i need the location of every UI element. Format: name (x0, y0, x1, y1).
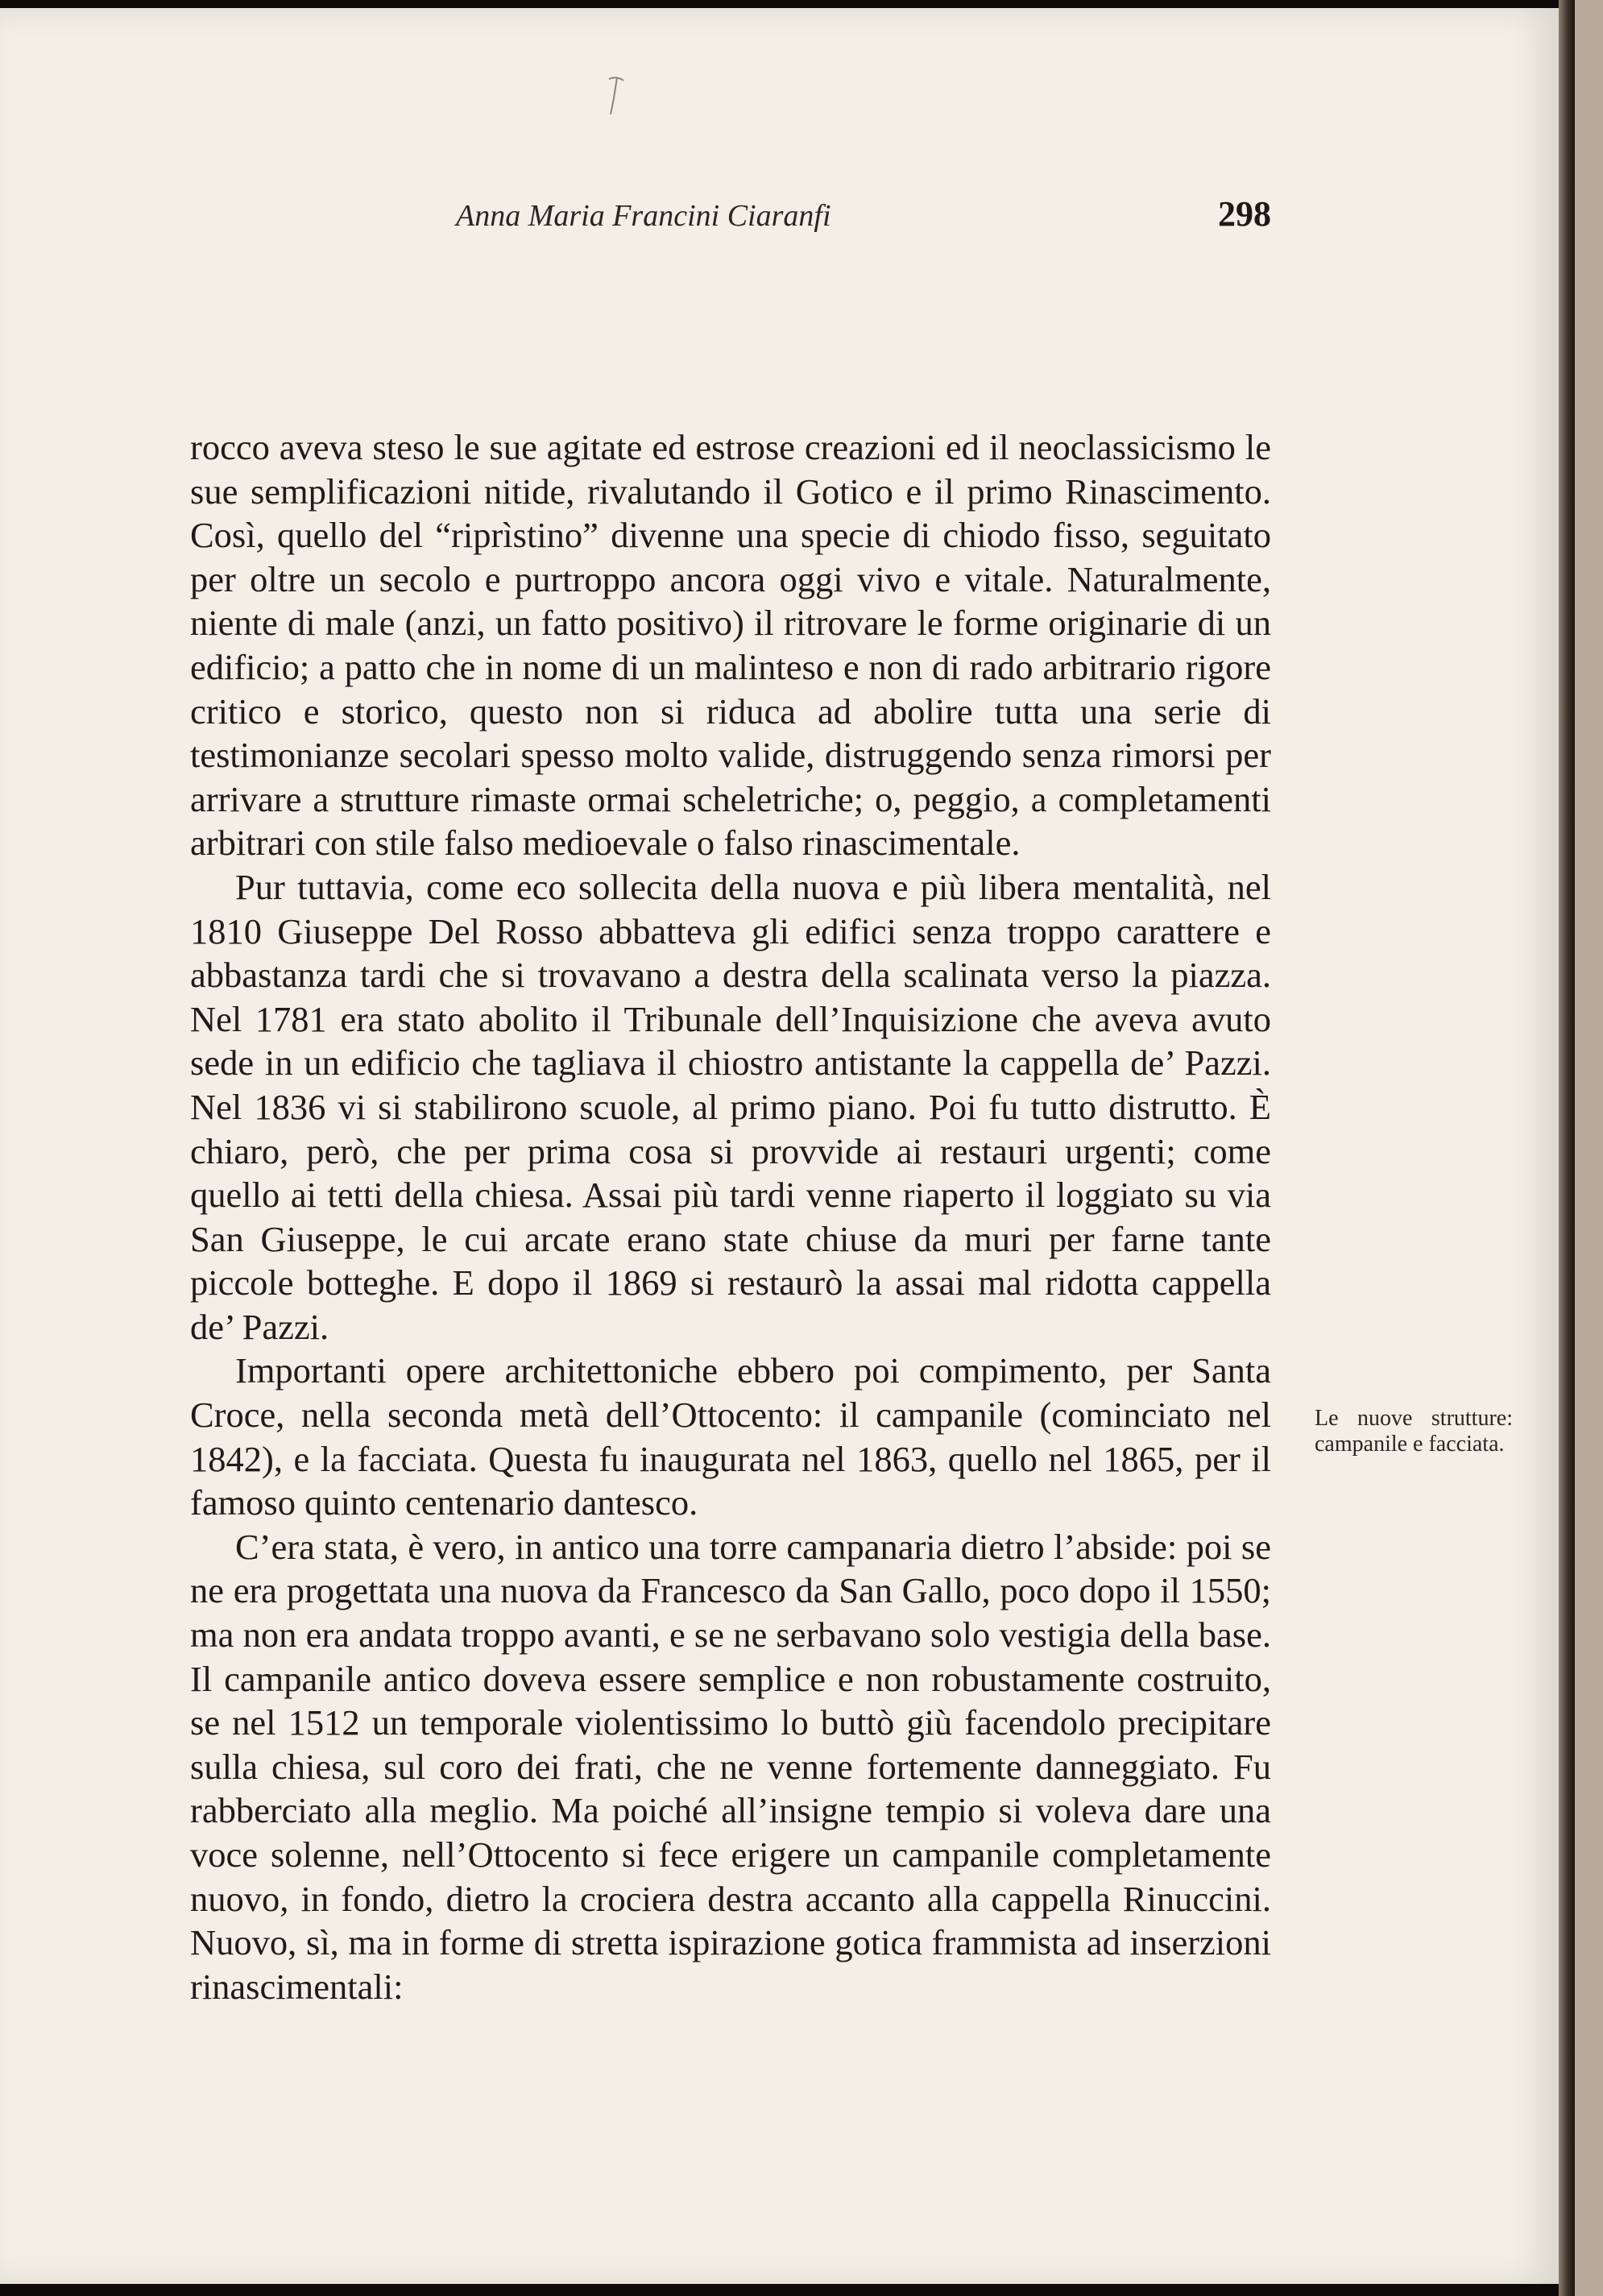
margin-note: Le nuove strutture: campanile e facciata. (1315, 1406, 1513, 1457)
page-edge (1559, 0, 1575, 2296)
paragraph: Pur tuttavia, come eco sollecita della nuova e più libera mentalità, nel 1810 Giuseppe Del Rosso abbatteva gli edifici senza troppo carattere e abbastanza tardi che si trovavano a destra della scalinata verso la piazza. Nel 1781 era stato abolito il Tribunale dell’Inquisizione che aveva avuto sede in un edificio che tagliava il chiostro antistante la cappella de’ Pazzi. Nel 1836 vi si stabilirono scuole, al primo piano. Poi fu tutto distrutto. È chiaro, però, che per prima cosa si provvide ai restauri urgenti; come quello ai tetti della chiesa. Assai più tardi venne riaperto il loggiato su via San Giuseppe, le cui arcate erano state chiuse da muri per farne tante piccole botteghe. E dopo il 1869 si restaurò la assai mal ridotta cappella de’ Pazzi. (190, 866, 1271, 1347)
body-text (190, 425, 1271, 2008)
adjacent-page-edge (1575, 0, 1603, 2296)
paragraph: Importanti opere architettoniche ebbero poi compimento, per Santa Croce, nella seconda metà dell’Ottocento: il campanile (cominciato nel 1842), e la facciata. Questa fu inaugurata nel 1863, quello nel 1865, per il famoso quinto centenario dantesco. (190, 1350, 1271, 1523)
running-head (419, 194, 1271, 247)
page-number: 298 (1218, 194, 1271, 234)
paragraph: rocco aveva steso le sue agitate ed estrose creazioni ed il neoclassicismo le sue semplificazioni nitide, rivalutando il Gotico e il primo Rinascimento. Così, quello del “riprìstino” divenne una specie di chiodo fisso, seguitato per oltre un secolo e purtroppo ancora oggi vivo e vitale. Naturalmente, niente di male (anzi, un fatto positivo) il ritrovare le forme originarie di un edificio; a patto che in nome di un malinteso e non di rado arbitrario rigore critico e storico, questo non si riduca ad abolire tutta una serie di testimonianze secolari spesso molto valide, distruggendo senza rimorsi per arrivare a strutture rimaste ormai scheletriche; o, peggio, a completamenti arbitrari con stile falso medioevale o falso rinascimentale. (190, 427, 1271, 864)
book-page (0, 8, 1559, 2284)
paragraph: C’era stata, è vero, in antico una torre campanaria dietro l’abside: poi se ne era progettata una nuova da Francesco da San Gallo, poco dopo il 1550; ma non era andata troppo avanti, e se ne serbavano solo vestigia della base. Il campanile antico doveva essere semplice e non robustamente costruito, se nel 1512 un temporale violentissimo lo buttò giù facendolo precipitare sulla chiesa, sul coro dei frati, che ne venne fortemente danneggiato. Fu rabberciato alla meglio. Ma poiché all’insigne tempio si voleva dare una voce solenne, nell’Ottocento si fece erigere un campanile completamente nuovo, in fondo, dietro la crociera destra accanto alla cappella Rinuccini. Nuovo, sì, ma in forme di stretta ispirazione gotica frammista ad inserzioni rinascimentali: (190, 1526, 1271, 2007)
ink-mark (606, 74, 625, 116)
running-head-author: Anna Maria Francini Ciaranfi (456, 199, 831, 233)
